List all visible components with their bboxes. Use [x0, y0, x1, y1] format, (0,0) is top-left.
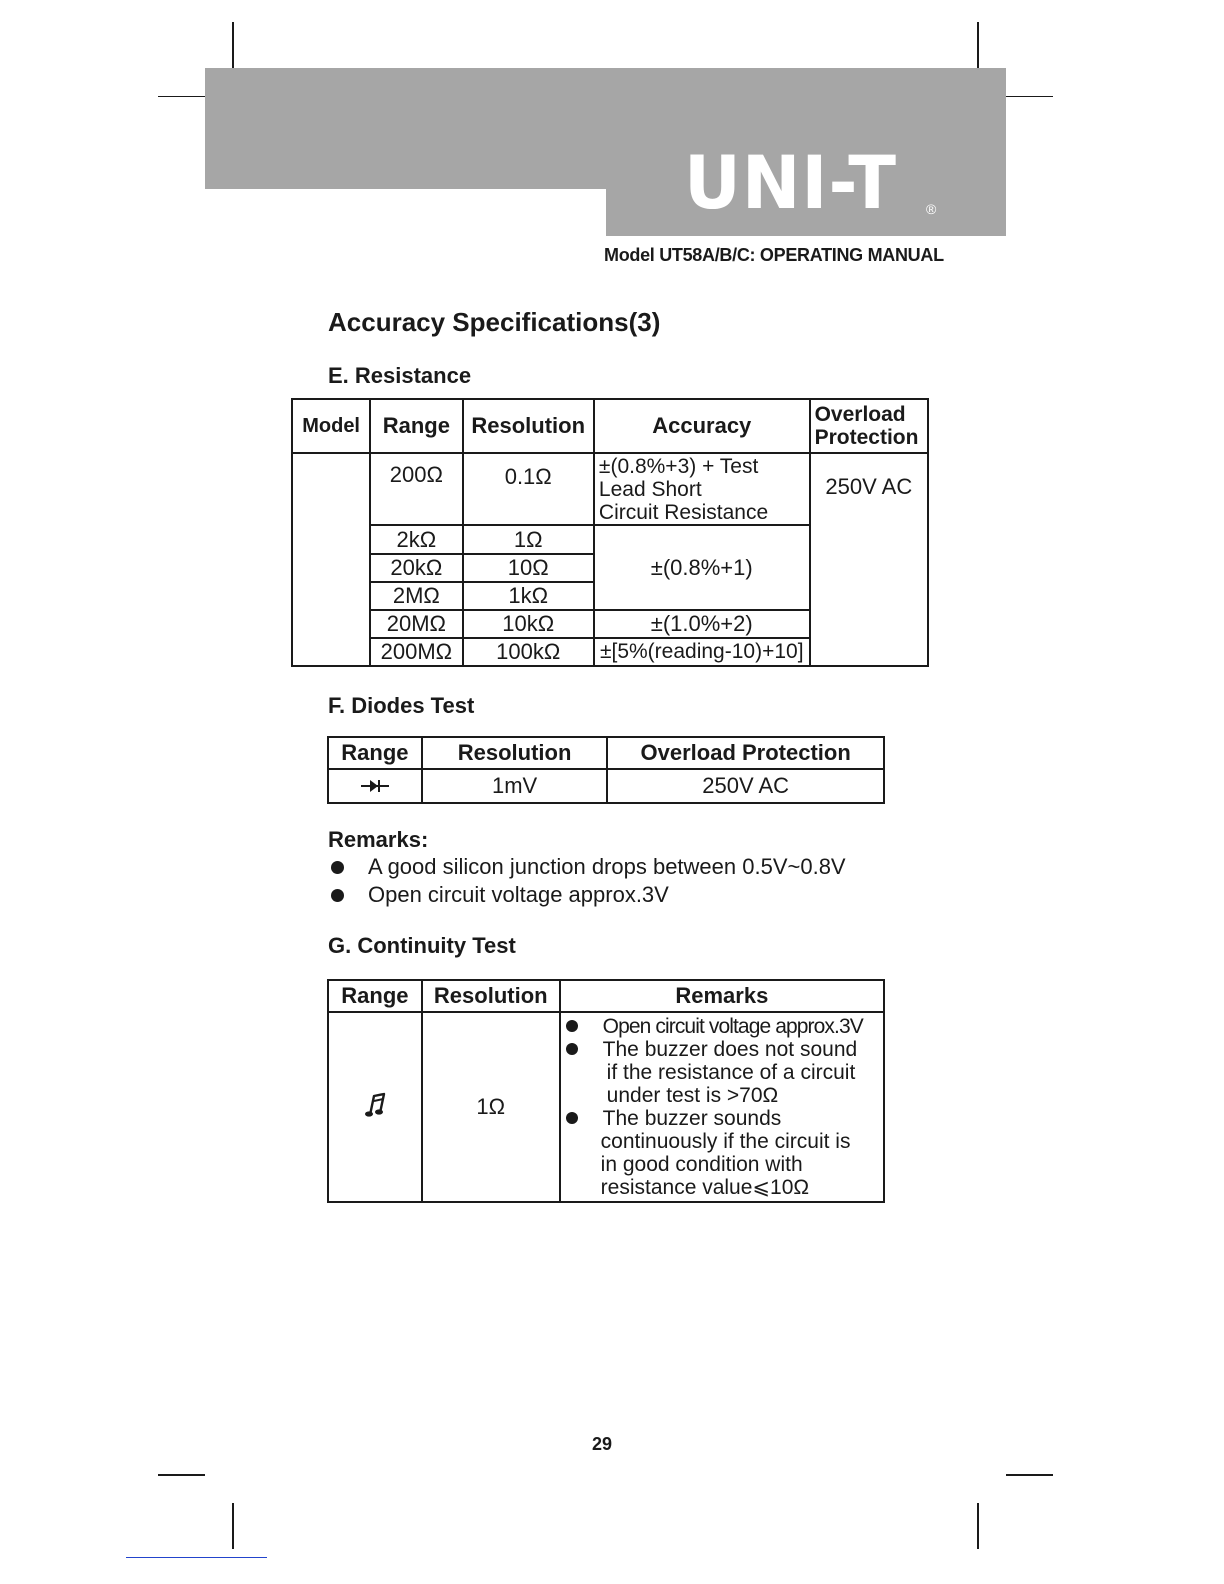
crop-mark — [977, 1503, 979, 1549]
page-number: 29 — [592, 1434, 613, 1454]
continuity-remarks-list — [563, 1015, 881, 1199]
crop-mark — [158, 1474, 205, 1476]
resolution-cell: 10kΩ — [463, 610, 594, 638]
col-accuracy: Accuracy — [594, 399, 810, 453]
remark-text: A good silicon junction drops between 0.5V~0.8V — [368, 854, 846, 879]
resistance-heading: E. Resistance — [328, 363, 472, 388]
crop-mark — [232, 1503, 234, 1549]
accuracy-cell: ±[5%(reading-10)+10] — [594, 638, 810, 666]
resolution-cell: 1kΩ — [463, 582, 594, 610]
bullet-icon — [566, 1020, 578, 1032]
remark-line: resistance value⩽10Ω — [600, 1176, 810, 1199]
table-row — [328, 769, 884, 803]
remark-line: in good condition with — [600, 1153, 803, 1176]
accuracy-line: Lead Short — [598, 477, 702, 501]
table-row — [328, 1012, 884, 1202]
col-overload-line2: Protection — [814, 426, 919, 449]
diodes-table — [327, 736, 885, 804]
list-item — [328, 881, 846, 909]
remark-line: The buzzer sounds — [602, 1107, 782, 1130]
accuracy-line: ±(0.8%+3) + Test — [598, 454, 759, 478]
remark-text: Open circuit voltage approx.3V — [368, 882, 669, 907]
accuracy-line: Circuit Resistance — [598, 500, 769, 524]
resolution-cell: 0.1Ω — [463, 453, 594, 525]
resolution-cell: 100kΩ — [463, 638, 594, 666]
col-overload — [810, 399, 928, 453]
accuracy-cell: ±(1.0%+2) — [594, 610, 810, 638]
bullet-icon — [566, 1043, 578, 1055]
page-title: Accuracy Specifications(3) — [328, 307, 661, 337]
list-item — [563, 1015, 881, 1038]
bullet-icon — [331, 889, 344, 902]
remarks-heading: Remarks: — [328, 827, 429, 852]
range-cell: 200Ω — [370, 453, 462, 525]
diode-range-cell — [328, 769, 422, 803]
col-range: Range — [328, 980, 422, 1012]
remark-line: continuously if the circuit is — [600, 1130, 851, 1153]
remarks-list — [328, 853, 846, 909]
bullet-icon — [566, 1112, 578, 1124]
list-item — [563, 1107, 881, 1199]
table-header-row — [328, 980, 884, 1012]
model-line: Model UT58A/B/C: OPERATING MANUAL — [604, 245, 944, 265]
resolution-cell: 1Ω — [463, 525, 594, 554]
link-underline — [126, 1557, 267, 1558]
col-range: Range — [370, 399, 462, 453]
col-model: Model — [292, 399, 370, 453]
registered-mark: ® — [926, 201, 937, 217]
bullet-icon — [331, 861, 344, 874]
diode-icon — [360, 779, 390, 793]
range-cell: 2MΩ — [370, 582, 462, 610]
brand-logo: UNI-T — [684, 139, 897, 227]
crop-mark — [977, 22, 979, 68]
buzzer-icon — [363, 1091, 387, 1117]
list-item — [563, 1038, 881, 1107]
range-cell: 20MΩ — [370, 610, 462, 638]
diode-resolution-cell: 1mV — [422, 769, 607, 803]
remark-line: The buzzer does not sound — [602, 1038, 858, 1061]
continuity-remarks-cell — [560, 1012, 884, 1202]
model-cell — [292, 453, 370, 666]
overload-cell: 250V AC — [810, 453, 928, 666]
remark-text: Open circuit voltage approx.3V — [602, 1015, 863, 1038]
resistance-table — [291, 398, 929, 667]
remark-line: if the resistance of a circuit — [606, 1061, 856, 1084]
diodes-heading: F. Diodes Test — [328, 693, 475, 718]
col-remarks: Remarks — [560, 980, 884, 1012]
col-range: Range — [328, 737, 422, 769]
range-cell: 20kΩ — [370, 554, 462, 582]
accuracy-group-cell: ±(0.8%+1) — [594, 525, 810, 610]
range-cell: 2kΩ — [370, 525, 462, 554]
continuity-table — [327, 979, 885, 1203]
diode-overload-cell: 250V AC — [607, 769, 884, 803]
col-resolution: Resolution — [463, 399, 594, 453]
table-header-row — [292, 399, 928, 453]
crop-mark — [232, 22, 234, 68]
table-header-row — [328, 737, 884, 769]
list-item — [328, 853, 846, 881]
continuity-resolution-cell: 1Ω — [422, 1012, 560, 1202]
col-overload-line1: Overload — [814, 403, 906, 426]
col-resolution: Resolution — [422, 980, 560, 1012]
accuracy-cell — [594, 453, 810, 525]
continuity-range-cell — [328, 1012, 422, 1202]
col-resolution: Resolution — [422, 737, 607, 769]
resolution-cell: 10Ω — [463, 554, 594, 582]
crop-mark — [1006, 1474, 1053, 1476]
range-cell: 200MΩ — [370, 638, 462, 666]
continuity-heading: G. Continuity Test — [328, 933, 516, 958]
crop-mark — [1006, 96, 1053, 97]
table-row — [292, 453, 928, 525]
crop-mark — [158, 96, 205, 97]
remark-line: under test is >70Ω — [606, 1084, 779, 1107]
col-overload: Overload Protection — [607, 737, 884, 769]
